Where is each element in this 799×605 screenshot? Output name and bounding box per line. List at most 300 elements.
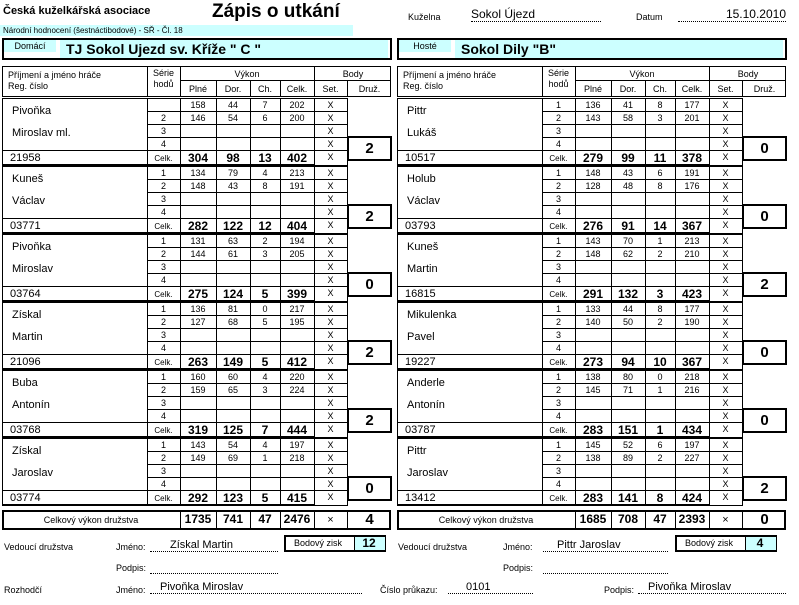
score-cell: 218 [289, 453, 305, 463]
score-cell: 1 [555, 440, 561, 450]
player-total: 124 [222, 287, 244, 301]
score-cell: 2 [555, 317, 561, 327]
score-cell: 133 [585, 304, 601, 314]
score-cell: 3 [262, 249, 268, 259]
total-x: × [722, 514, 729, 526]
score-cell: 60 [227, 372, 238, 382]
set-mark: X [722, 304, 729, 314]
score-cell: 62 [622, 249, 633, 259]
score-cell: 44 [622, 304, 633, 314]
set-mark: X [327, 207, 334, 217]
set-mark: X [722, 113, 729, 123]
score-cell: 217 [289, 304, 305, 314]
score-cell: 148 [190, 181, 206, 191]
player-total: 1 [656, 423, 664, 437]
celk-label: Celk. [549, 290, 568, 299]
home-duel-points: 2 [365, 344, 374, 361]
player-total: 276 [582, 219, 604, 233]
score-cell: 1 [160, 440, 166, 450]
row-divider [397, 286, 542, 287]
ch-header: Ch. [257, 84, 272, 94]
score-cell: 43 [622, 168, 633, 178]
score-cell: 194 [289, 236, 305, 246]
score-cell: 68 [227, 317, 238, 327]
score-cell: 128 [585, 181, 601, 191]
row-divider [2, 354, 147, 355]
away-leader-name-label: Jméno: [503, 542, 533, 552]
referee-signature: Pivoňka Miroslav [638, 581, 786, 594]
col-divider [314, 80, 391, 81]
venue-value: Sokol Újezd [471, 7, 601, 22]
score-cell: 136 [585, 100, 601, 110]
score-cell: 2 [657, 317, 663, 327]
player-total: 279 [582, 151, 604, 165]
home-player-firstname: Václav [12, 195, 46, 207]
score-cell: 143 [585, 113, 601, 123]
score-cell: 3 [262, 385, 268, 395]
set-mark: X [327, 356, 334, 366]
away-signature-label: Podpis: [503, 563, 534, 573]
serie-4: 4 [160, 207, 166, 217]
score-cell: 177 [684, 100, 700, 110]
away-player-reg: 19227 [405, 356, 436, 368]
score-cell: 140 [585, 317, 601, 327]
player-total: 292 [187, 491, 209, 505]
player-total: 319 [187, 423, 209, 437]
away-player-firstname: Martin [407, 263, 438, 275]
player-total: 5 [261, 491, 269, 505]
away-player-reg: 03793 [405, 220, 436, 232]
score-cell: 79 [227, 168, 238, 178]
score-cell: 160 [190, 372, 206, 382]
home-player-surname: Získal [12, 445, 42, 457]
serie-header: Série [547, 68, 569, 78]
set-mark: X [722, 100, 729, 110]
celk-label: Celk. [549, 426, 568, 435]
player-total: 378 [681, 151, 703, 165]
score-cell: 8 [657, 181, 663, 191]
score-cell: 1 [262, 453, 268, 463]
serie-4: 4 [555, 275, 561, 285]
set-mark: X [722, 126, 729, 136]
set-mark: X [722, 479, 729, 489]
association-name: Česká kuželkářská asociace [3, 5, 151, 17]
score-cell: 197 [289, 440, 305, 450]
score-cell: 2 [555, 249, 561, 259]
score-cell: 48 [622, 181, 633, 191]
vykon-header: Výkon [629, 69, 655, 79]
set-mark: X [327, 181, 334, 191]
home-team-total: 47 [258, 512, 272, 526]
referee-name-label: Jméno: [116, 585, 146, 595]
set-mark: X [327, 372, 334, 382]
player-total: 8 [656, 491, 664, 505]
score-cell: 202 [289, 100, 305, 110]
set-mark: X [327, 220, 334, 230]
score-cell: 54 [227, 440, 238, 450]
home-team-label: Domácí [4, 40, 56, 52]
referee-label: Rozhodčí [4, 585, 43, 595]
score-cell: 4 [262, 168, 268, 178]
away-leader-label: Vedoucí družstva [398, 542, 468, 552]
player-total: 14 [653, 219, 667, 233]
home-player-reg: 03774 [10, 492, 41, 504]
score-cell: 127 [190, 317, 206, 327]
score-cell: 149 [190, 453, 206, 463]
player-total: 91 [621, 219, 635, 233]
score-cell: 134 [190, 168, 206, 178]
player-total: 141 [617, 491, 639, 505]
player-total: 10 [653, 355, 667, 369]
score-cell: 144 [190, 249, 206, 259]
score-cell: 1 [160, 168, 166, 178]
score-cell: 70 [622, 236, 633, 246]
score-cell: 2 [555, 181, 561, 191]
home-duel-points: 2 [365, 412, 374, 429]
player-total: 275 [187, 287, 209, 301]
away-player-firstname: Václav [407, 195, 441, 207]
score-cell: 1 [555, 168, 561, 178]
score-cell: 8 [657, 100, 663, 110]
set-mark: X [327, 424, 334, 434]
body-header: Body [737, 69, 759, 79]
player-total: 282 [187, 219, 209, 233]
score-cell: 145 [585, 440, 601, 450]
col-divider [180, 80, 314, 81]
set-mark: X [327, 398, 334, 408]
away-team-total: 1685 [579, 512, 607, 526]
score-cell: 131 [190, 236, 206, 246]
score-cell: 5 [262, 317, 268, 327]
serie-4: 4 [160, 411, 166, 421]
home-player-surname: Kuneš [12, 173, 44, 185]
score-cell: 8 [262, 181, 268, 191]
player-total: 94 [621, 355, 635, 369]
score-cell: 138 [585, 372, 601, 382]
score-cell: 81 [227, 304, 238, 314]
away-team-total: 2393 [678, 512, 706, 526]
home-player-col-header: Příjmení a jméno hráče [8, 70, 102, 80]
set-mark: X [327, 126, 334, 136]
home-signature-line [150, 573, 278, 574]
score-cell: 43 [227, 181, 238, 191]
druz-header: Druž. [358, 84, 381, 94]
home-team-total: 2476 [283, 512, 311, 526]
player-total: 444 [286, 423, 308, 437]
set-mark: X [722, 492, 729, 502]
away-total-points: 0 [760, 511, 769, 528]
document-title: Zápis o utkání [212, 1, 340, 22]
set-mark: X [327, 236, 334, 246]
hodu-header: hodů [153, 79, 174, 89]
set-mark: X [722, 398, 729, 408]
away-points-gain-label: Bodový zisk [684, 538, 734, 548]
set-mark: X [327, 317, 334, 327]
score-cell: 2 [657, 453, 663, 463]
set-mark: X [327, 152, 334, 162]
celk-label: Celk. [154, 154, 173, 163]
home-team-name: TJ Sokol Ujezd sv. Kříže " C " [60, 40, 388, 58]
score-cell: 1 [555, 236, 561, 246]
set-mark: X [327, 194, 334, 204]
home-player-reg: 21958 [10, 152, 41, 164]
score-cell: 138 [585, 453, 601, 463]
away-duel-points: 0 [760, 344, 769, 361]
set-mark: X [722, 356, 729, 366]
serie-3: 3 [555, 126, 561, 136]
set-mark: X [327, 168, 334, 178]
away-player-firstname: Antonín [407, 399, 445, 411]
score-cell: 1 [160, 304, 166, 314]
away-points-gain: 4 [756, 536, 764, 550]
score-cell: 143 [585, 236, 601, 246]
row-divider [2, 218, 147, 219]
set-mark: X [722, 262, 729, 272]
dor-header: Dor. [619, 84, 637, 94]
score-cell: 8 [657, 304, 663, 314]
player-total: 132 [617, 287, 639, 301]
score-cell: 200 [289, 113, 305, 123]
row-divider [2, 422, 147, 423]
score-cell: 210 [684, 249, 700, 259]
score-cell: 63 [227, 236, 238, 246]
set-mark: X [327, 453, 334, 463]
set-mark: X [722, 275, 729, 285]
home-signature-label: Podpis: [116, 563, 147, 573]
row-divider [397, 218, 542, 219]
score-cell: 205 [289, 249, 305, 259]
set-mark: X [722, 181, 729, 191]
set-mark: X [327, 330, 334, 340]
player-total: 13 [258, 151, 272, 165]
date-value: 15.10.2010 [678, 7, 786, 22]
serie-3: 3 [555, 466, 561, 476]
away-duel-points: 2 [760, 276, 769, 293]
home-player-reg: 03768 [10, 424, 41, 436]
away-team-name: Sokol Dily "B" [455, 40, 783, 58]
licence-label: Číslo průkazu: [380, 585, 438, 595]
ch-header: Ch. [652, 84, 667, 94]
away-player-surname: Mikulenka [407, 309, 457, 321]
away-team-label: Hosté [399, 40, 451, 52]
row-divider [397, 490, 542, 491]
home-duel-points: 2 [365, 208, 374, 225]
score-cell: 71 [622, 385, 633, 395]
score-cell: 224 [289, 385, 305, 395]
col-divider [575, 80, 709, 81]
serie-3: 3 [160, 194, 166, 204]
druz-header: Druž. [753, 84, 776, 94]
row-divider [397, 354, 542, 355]
set-mark: X [327, 262, 334, 272]
set-mark: X [722, 424, 729, 434]
home-reg-col-header: Reg. číslo [8, 81, 49, 91]
player-total: 404 [286, 219, 308, 233]
player-total: 12 [258, 219, 272, 233]
score-cell: 6 [657, 168, 663, 178]
set-mark: X [722, 330, 729, 340]
home-leader-name-label: Jméno: [116, 542, 146, 552]
score-cell: 52 [622, 440, 633, 450]
score-cell: 227 [684, 453, 700, 463]
score-cell: 58 [622, 113, 633, 123]
player-total: 402 [286, 151, 308, 165]
score-cell: 201 [684, 113, 700, 123]
score-cell: 136 [190, 304, 206, 314]
score-cell: 2 [160, 453, 166, 463]
total-x: × [327, 514, 334, 526]
row-divider [397, 150, 542, 151]
score-cell: 159 [190, 385, 206, 395]
serie-4: 4 [160, 343, 166, 353]
player-total: 412 [286, 355, 308, 369]
player-total: 98 [226, 151, 240, 165]
home-player-surname: Buba [12, 377, 38, 389]
set-mark: X [327, 440, 334, 450]
score-cell: 1 [160, 236, 166, 246]
player-total: 5 [261, 287, 269, 301]
away-total-label: Celkový výkon družstva [438, 515, 534, 525]
body-header: Body [342, 69, 364, 79]
score-cell: 220 [289, 372, 305, 382]
away-team-total: 708 [617, 512, 639, 526]
serie-4: 4 [160, 275, 166, 285]
score-cell: 213 [684, 236, 700, 246]
celk-label: Celk. [154, 358, 173, 367]
player-total: 123 [222, 491, 244, 505]
away-duel-points: 2 [760, 480, 769, 497]
score-cell: 89 [622, 453, 633, 463]
date-label: Datum [636, 12, 663, 22]
celk-label: Celk. [154, 426, 173, 435]
score-cell: 0 [657, 372, 663, 382]
home-duel-points: 2 [365, 140, 374, 157]
home-player-surname: Pivoňka [12, 105, 52, 117]
score-cell: 6 [657, 440, 663, 450]
home-total-points: 4 [365, 511, 374, 528]
away-leader-name: Pittr Jaroslav [543, 539, 668, 552]
player-total: 367 [681, 355, 703, 369]
home-player-surname: Získal [12, 309, 42, 321]
set-mark: X [722, 453, 729, 463]
home-player-firstname: Jaroslav [12, 467, 53, 479]
serie-3: 3 [555, 398, 561, 408]
dor-header: Dor. [224, 84, 242, 94]
set-mark: X [327, 466, 334, 476]
player-total: 273 [582, 355, 604, 369]
celk-label: Celk. [549, 154, 568, 163]
serie-4: 4 [555, 343, 561, 353]
home-leader-label: Vedoucí družstva [4, 542, 74, 552]
away-player-reg: 16815 [405, 288, 436, 300]
home-team-total: 1735 [184, 512, 212, 526]
set-mark: X [722, 411, 729, 421]
celk-label: Celk. [154, 494, 173, 503]
score-cell: 191 [684, 168, 700, 178]
away-player-surname: Pittr [407, 445, 427, 457]
player-total: 283 [582, 491, 604, 505]
set-mark: X [722, 152, 729, 162]
set-mark: X [722, 466, 729, 476]
home-total-label: Celkový výkon družstva [43, 515, 139, 525]
player-total: 7 [261, 423, 269, 437]
player-total: 3 [656, 287, 664, 301]
score-cell: 216 [684, 385, 700, 395]
score-cell: 148 [585, 168, 601, 178]
score-cell: 65 [227, 385, 238, 395]
row-divider [2, 286, 147, 287]
score-cell: 0 [262, 304, 268, 314]
score-cell: 1 [160, 372, 166, 382]
serie-4: 4 [160, 479, 166, 489]
score-cell: 41 [622, 100, 633, 110]
set-mark: X [327, 275, 334, 285]
away-player-firstname: Lukáš [407, 127, 437, 139]
score-cell: 2 [160, 181, 166, 191]
set-mark: X [327, 288, 334, 298]
serie-3: 3 [160, 330, 166, 340]
home-duel-points: 0 [365, 480, 374, 497]
venue-label: Kuželna [408, 12, 441, 22]
score-cell: 145 [585, 385, 601, 395]
player-total: 283 [582, 423, 604, 437]
away-player-reg: 03787 [405, 424, 436, 436]
player-total: 415 [286, 491, 308, 505]
home-player-firstname: Miroslav [12, 263, 53, 275]
player-total: 149 [222, 355, 244, 369]
celk-label: Celk. [549, 494, 568, 503]
player-total: 263 [187, 355, 209, 369]
score-cell: 146 [190, 113, 206, 123]
score-cell: 50 [622, 317, 633, 327]
celk-header: Celk. [286, 84, 308, 94]
set-mark: X [327, 343, 334, 353]
score-cell: 4 [262, 372, 268, 382]
col-divider [709, 80, 786, 81]
score-cell: 1 [657, 385, 663, 395]
set-mark: X [722, 207, 729, 217]
set-mark: X [722, 168, 729, 178]
score-cell: 69 [227, 453, 238, 463]
licence-number: 0101 [448, 581, 533, 594]
away-player-firstname: Pavel [407, 331, 435, 343]
row-divider [397, 422, 542, 423]
away-player-reg: 10517 [405, 152, 436, 164]
score-cell: 148 [585, 249, 601, 259]
score-cell: 2 [160, 385, 166, 395]
serie-4: 4 [555, 207, 561, 217]
vykon-header: Výkon [234, 69, 260, 79]
player-total: 125 [222, 423, 244, 437]
set-mark: X [327, 492, 334, 502]
serie-header: Série [152, 68, 174, 78]
home-points-gain-label: Bodový zisk [293, 538, 343, 548]
player-total: 291 [582, 287, 604, 301]
competition-name: Národní hodnocení (šestnáctibodové) - SŘ - Čl. 18 [0, 25, 353, 36]
celk-label: Celk. [549, 358, 568, 367]
score-cell: 213 [289, 168, 305, 178]
home-player-firstname: Miroslav ml. [12, 127, 71, 139]
set-mark: X [722, 139, 729, 149]
set-mark: X [327, 411, 334, 421]
set-mark: X [722, 194, 729, 204]
home-player-firstname: Antonín [12, 399, 50, 411]
player-total: 304 [187, 151, 209, 165]
set-mark: X [722, 343, 729, 353]
away-signature-line [543, 573, 668, 574]
set-mark: X [327, 139, 334, 149]
away-duel-points: 0 [760, 208, 769, 225]
